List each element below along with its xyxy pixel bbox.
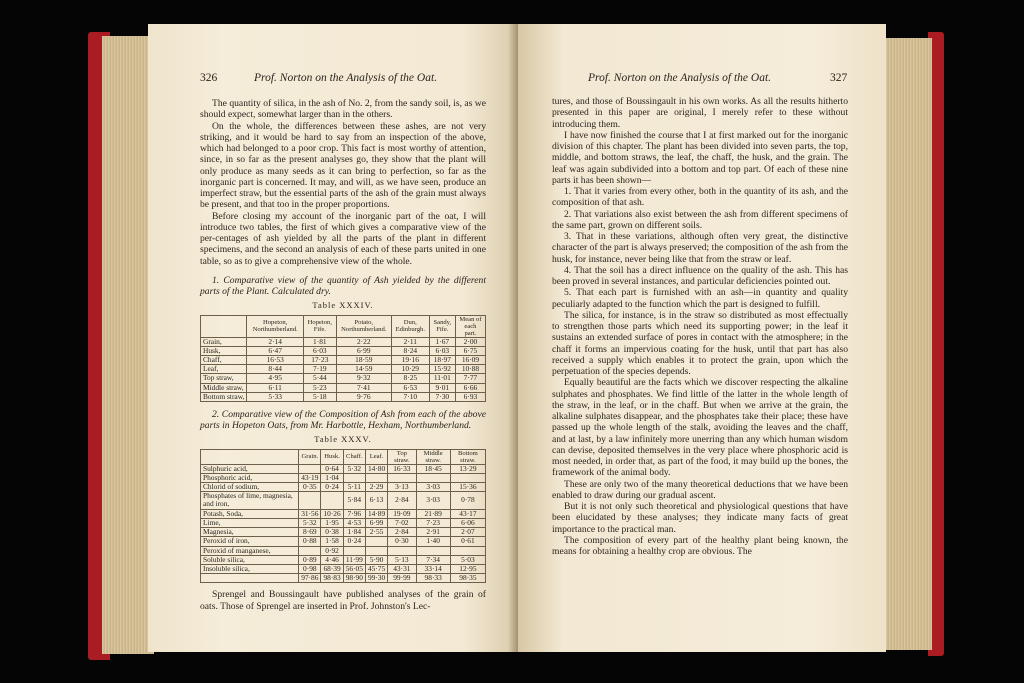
table-cell: 6·99 xyxy=(365,518,387,527)
table-cell xyxy=(365,546,387,555)
table-cell: 18·97 xyxy=(429,355,455,364)
table-cell: 7·41 xyxy=(336,383,391,392)
table-cell: 1·58 xyxy=(321,537,343,546)
row-label: Leaf, xyxy=(201,365,247,374)
column-header: Chaff. xyxy=(343,449,365,464)
table-cell: 15·36 xyxy=(450,483,485,492)
paragraph: 3. That in these variations, although often very great, the distinctive character of the part is always preserved; the composition of the ash from the husk, for instance, never being like that from the straw or leaf. xyxy=(552,231,848,265)
table-cell: 14·89 xyxy=(365,509,387,518)
table-cell: 19·09 xyxy=(388,509,416,518)
table-cell: 1·40 xyxy=(416,537,450,546)
table-cell: 5·84 xyxy=(343,492,365,509)
table-cell: 16·53 xyxy=(247,355,304,364)
table-cell: 8·25 xyxy=(391,374,429,383)
table-title-2: Table XXXV. xyxy=(314,434,372,445)
table-cell: 1·67 xyxy=(429,337,455,346)
table-cell: 1·04 xyxy=(321,473,343,482)
row-label: Peroxid of iron, xyxy=(201,537,299,546)
table-cell xyxy=(388,546,416,555)
table-cell: 3·13 xyxy=(388,483,416,492)
table-cell: 16·09 xyxy=(455,355,485,364)
table-cell: 5·32 xyxy=(299,518,321,527)
table-cell xyxy=(416,546,450,555)
table-cell: 3·03 xyxy=(416,483,450,492)
table-cell: 17·23 xyxy=(303,355,336,364)
table-row xyxy=(201,392,486,401)
column-header: Dun, Edinburgh. xyxy=(391,315,429,337)
table-cell xyxy=(365,537,387,546)
table-cell xyxy=(299,546,321,555)
table-cell: 7·19 xyxy=(303,365,336,374)
table-cell: 6·93 xyxy=(455,392,485,401)
row-label: Chaff, xyxy=(201,355,247,364)
table-row xyxy=(201,383,486,392)
table-cell: 8·69 xyxy=(299,528,321,537)
paragraph: tures, and those of Boussingault in his own works. As all the results hitherto presented in this paper are original, I merely refer to these without introducing them. xyxy=(552,96,848,130)
table-header-row xyxy=(201,315,486,337)
table-row xyxy=(201,546,486,555)
table-row xyxy=(201,509,486,518)
table-cell: 43·19 xyxy=(299,473,321,482)
table-cell: 45·75 xyxy=(365,564,387,573)
column-header: Mean of each part. xyxy=(455,315,485,337)
table-cell: 11·99 xyxy=(343,555,365,564)
column-header: Hopeton, Fife. xyxy=(303,315,336,337)
page-edges-right xyxy=(880,38,932,650)
table-cell: 9·01 xyxy=(429,383,455,392)
table-cell: 2·84 xyxy=(388,528,416,537)
column-header: Bottom straw. xyxy=(450,449,485,464)
table-row xyxy=(201,574,486,583)
table-cell: 2·22 xyxy=(336,337,391,346)
table-cell xyxy=(343,546,365,555)
column-header: Grain. xyxy=(299,449,321,464)
table-cell: 7·77 xyxy=(455,374,485,383)
table-cell: 6·03 xyxy=(429,346,455,355)
row-label: Potash, Soda, xyxy=(201,509,299,518)
table-cell: 21·89 xyxy=(416,509,450,518)
table-row xyxy=(201,492,486,509)
column-header: Potato, Northumberland. xyxy=(336,315,391,337)
table-cell: 0·89 xyxy=(299,555,321,564)
column-header: Husk. xyxy=(321,449,343,464)
table-cell: 0·35 xyxy=(299,483,321,492)
table-caption-1: 1. Comparative view of the quantity of Ash yielded by the different parts of the Plant. Calculated dry. xyxy=(200,274,486,297)
table-cell: 10·29 xyxy=(391,365,429,374)
column-header: Leaf. xyxy=(365,449,387,464)
table-cell: 1·95 xyxy=(321,518,343,527)
table-cell: 6·99 xyxy=(336,346,391,355)
row-label: Chlorid of sodium, xyxy=(201,483,299,492)
table-cell: 5·03 xyxy=(450,555,485,564)
table-cell: 7·96 xyxy=(343,509,365,518)
table-cell: 6·53 xyxy=(391,383,429,392)
table-cell xyxy=(321,492,343,509)
row-label: Phosphates of lime, magnesia, and iron, xyxy=(201,492,299,509)
paragraph: Sprengel and Boussingault have published analyses of the grain of oats. Those of Sprengel are inserted in Prof. Johnston's Lec- xyxy=(200,589,486,612)
table-cell: 98·83 xyxy=(321,574,343,583)
table-cell: 14·80 xyxy=(365,464,387,473)
table-cell: 7·02 xyxy=(388,518,416,527)
table-cell: 0·98 xyxy=(299,564,321,573)
table-cell: 3·03 xyxy=(416,492,450,509)
table-cell: 5·18 xyxy=(303,392,336,401)
paragraph: But it is not only such theoretical and physiological questions that have been elucidated by these analyses; they indicate many facts of great importance to the practical man. xyxy=(552,501,848,535)
row-label: Lime, xyxy=(201,518,299,527)
table-cell: 18·59 xyxy=(336,355,391,364)
table-cell: 7·10 xyxy=(391,392,429,401)
page-edges-left xyxy=(102,36,154,654)
table-cell: 6·47 xyxy=(247,346,304,355)
table-cell: 8·24 xyxy=(391,346,429,355)
table-cell: 6·75 xyxy=(455,346,485,355)
row-label: Magnesia, xyxy=(201,528,299,537)
table-cell: 6·03 xyxy=(303,346,336,355)
table-cell: 2·00 xyxy=(455,337,485,346)
table-cell: 14·59 xyxy=(336,365,391,374)
table-cell: 6·06 xyxy=(450,518,485,527)
column-header: Sandy, Fife. xyxy=(429,315,455,337)
table-cell: 10·88 xyxy=(455,365,485,374)
table-cell: 31·56 xyxy=(299,509,321,518)
table-cell: 5·44 xyxy=(303,374,336,383)
table-cell: 4·53 xyxy=(343,518,365,527)
paragraph: The silica, for instance, is in the straw so distributed as most effectually to strengthen those parts which need its supporting power; in the leaf it sustains an extended surface of pores in contact with the atmosphere; in the chaff it forms an impervious coating for the husk, until that part has also received a supply which enables it to protect the grain, upon which the perpetuation of the species depends. xyxy=(552,309,848,377)
row-label: Phosphoric acid, xyxy=(201,473,299,482)
row-label: Bottom straw, xyxy=(201,392,247,401)
table-cell xyxy=(450,546,485,555)
table-cell: 7·23 xyxy=(416,518,450,527)
table-cell: 4·95 xyxy=(247,374,304,383)
paragraph: Equally beautiful are the facts which we discover respecting the alkaline sulphates and phosphates. We find little of the latter in the whole length of the straw, in the leaf, or in the chaff. But when we arrive at the grain, the alkaline sulphates disappear, and the phosphates take their place; these have passed up the whole length of the stalk, avoiding the leaves and the chaff, and at last, by a law infinitely more unerring than any which human wisdom can devise, deposited themselves in the very place where phosphoric acid is most needed, in order that, as part of the food, it may build up the bones, the framework of the animal body. xyxy=(552,377,848,479)
table-row xyxy=(201,464,486,473)
table-cell: 1·84 xyxy=(343,528,365,537)
row-label: Top straw, xyxy=(201,374,247,383)
paragraph: The composition of every part of the healthy plant being known, the means for obtaining a healthy crop are obvious. The xyxy=(552,534,848,557)
table-cell: 2·07 xyxy=(450,528,485,537)
paragraph: 1. That it varies from every other, both in the quantity of its ash, and the composition of that ash. xyxy=(552,186,848,209)
open-book xyxy=(88,22,944,662)
row-label: Sulphuric acid, xyxy=(201,464,299,473)
table-cell: 0·30 xyxy=(388,537,416,546)
table-title-1: Table XXXIV. xyxy=(312,300,374,311)
table-cell: 8·44 xyxy=(247,365,304,374)
table-cell: 0·38 xyxy=(321,528,343,537)
table-cell: 2·11 xyxy=(391,337,429,346)
table-header-row xyxy=(201,449,486,464)
table-cell: 43·17 xyxy=(450,509,485,518)
table-cell: 18·45 xyxy=(416,464,450,473)
table-row xyxy=(201,537,486,546)
table-row xyxy=(201,518,486,527)
paragraph: These are only two of the many theoretical deductions that we have been enabled to draw during our gradual ascent. xyxy=(552,478,848,501)
table-cell xyxy=(299,464,321,473)
table-cell: 0·24 xyxy=(321,483,343,492)
paragraph: 4. That the soil has a direct influence on the quality of the ash. This has been proved in several instances, and particular deficiencies pointed out. xyxy=(552,264,848,287)
column-header: Top straw. xyxy=(388,449,416,464)
table-cell: 5·23 xyxy=(303,383,336,392)
table-cell: 5·11 xyxy=(343,483,365,492)
left-page-number: 326 xyxy=(200,72,218,84)
table-cell: 2·91 xyxy=(416,528,450,537)
row-label: Insoluble silica, xyxy=(201,564,299,573)
right-running-head: Prof. Norton on the Analysis of the Oat. xyxy=(588,72,772,84)
table-cell: 16·33 xyxy=(388,464,416,473)
left-page xyxy=(148,24,520,652)
table-cell: 7·34 xyxy=(416,555,450,564)
table-cell: 1·81 xyxy=(303,337,336,346)
table-cell: 5·13 xyxy=(388,555,416,564)
table-cell: 97·86 xyxy=(299,574,321,583)
table-caption-2: 2. Comparative view of the Composition of Ash from each of the above parts in Hopeton Oats, from Mr. Harbottle, Hexham, Northumberland. xyxy=(200,408,486,432)
table-cell: 2·29 xyxy=(365,483,387,492)
table-cell: 0·24 xyxy=(343,537,365,546)
right-text-block xyxy=(552,96,848,557)
table-cell: 98·35 xyxy=(450,574,485,583)
column-header: Hopeton, Northumberland. xyxy=(247,315,304,337)
table-cell: 15·92 xyxy=(429,365,455,374)
table-cell: 10·26 xyxy=(321,509,343,518)
table-cell: 56·05 xyxy=(343,564,365,573)
table-cell: 5·33 xyxy=(247,392,304,401)
table-row xyxy=(201,374,486,383)
table-cell: 9·32 xyxy=(336,374,391,383)
table-cell: 2·14 xyxy=(247,337,304,346)
table-cell: 0·78 xyxy=(450,492,485,509)
column-header xyxy=(201,449,299,464)
paragraph: 5. That each part is furnished with an ash—in quantity and quality peculiarly adapted to the function which the part is designed to fulfill. xyxy=(552,287,848,310)
column-header: Middle straw. xyxy=(416,449,450,464)
table-cell: 99·99 xyxy=(388,574,416,583)
table-cell: 2·84 xyxy=(388,492,416,509)
table-cell: 33·14 xyxy=(416,564,450,573)
ash-quantity-table xyxy=(200,315,486,402)
table-cell: 0·92 xyxy=(321,546,343,555)
table-cell: 9·76 xyxy=(336,392,391,401)
table-cell: 43·31 xyxy=(388,564,416,573)
table-cell: 13·29 xyxy=(450,464,485,473)
table-cell: 12·95 xyxy=(450,564,485,573)
table-cell: 5·90 xyxy=(365,555,387,564)
column-header xyxy=(201,315,247,337)
row-label: Grain, xyxy=(201,337,247,346)
table-cell: 0·64 xyxy=(321,464,343,473)
table-cell: 4·46 xyxy=(321,555,343,564)
paragraph: The quantity of silica, in the ash of No. 2, from the sandy soil, is, as we should expect, somewhat larger than in the others. xyxy=(200,98,486,121)
row-label xyxy=(201,574,299,583)
row-label: Husk, xyxy=(201,346,247,355)
table-cell: 99·30 xyxy=(365,574,387,583)
row-label: Peroxid of manganese, xyxy=(201,546,299,555)
paragraph: I have now finished the course that I at first marked out for the inorganic division of this chapter. The plant has been divided into seven parts, the top, middle, and bottom straws, the leaf, the chaff, the husk, and the grain. The leaf was again subdivided into a bottom and top part. Of each of these nine parts it has been shown— xyxy=(552,129,848,186)
table-cell: 68·39 xyxy=(321,564,343,573)
right-page xyxy=(518,24,886,652)
table-cell: 6·13 xyxy=(365,492,387,509)
table-cell: 98·33 xyxy=(416,574,450,583)
left-text-block xyxy=(200,98,486,612)
table-cell: 0·88 xyxy=(299,537,321,546)
row-label: Middle straw, xyxy=(201,383,247,392)
right-page-number: 327 xyxy=(830,72,848,84)
paragraph: Before closing my account of the inorganic part of the oat, I will introduce two tables, the first of which gives a comparative view of the per-centages of ash yielded by all the parts of the plant in different specimens, and the second an analysis of each of these parts united in one table, so as to give a comprehensive view of the whole. xyxy=(200,210,486,267)
table-cell: 6·66 xyxy=(455,383,485,392)
table-cell xyxy=(299,492,321,509)
table-cell: 0·61 xyxy=(450,537,485,546)
paragraph: On the whole, the differences between these ashes, are not very striking, and it would be hard to say from an inspection of the above, which had belonged to a poor crop. This fact is most worthy of attention, since, in so far as the present analyses go, they show that the plant will only produce as many seeds as it can bring to perfection, so far as the inorganic part is concerned. It may, and will, as we have seen, produce an imperfect straw, but the essential parts of the ash of the grain must always be present, and that too in the proper proportions. xyxy=(200,120,486,211)
table-cell: 7·30 xyxy=(429,392,455,401)
table-cell: 11·01 xyxy=(429,374,455,383)
row-label: Soluble silica, xyxy=(201,555,299,564)
table-row xyxy=(201,337,486,346)
table-row xyxy=(201,564,486,573)
left-running-head: Prof. Norton on the Analysis of the Oat. xyxy=(254,72,438,84)
ash-composition-table xyxy=(200,449,486,584)
table-cell: 6·11 xyxy=(247,383,304,392)
table-cell: 5·32 xyxy=(343,464,365,473)
table-cell: 98·90 xyxy=(343,574,365,583)
table-cell: 19·16 xyxy=(391,355,429,364)
table-cell: 2·55 xyxy=(365,528,387,537)
paragraph: 2. That variations also exist between the ash from different specimens of the same part, grown on different soils. xyxy=(552,208,848,231)
